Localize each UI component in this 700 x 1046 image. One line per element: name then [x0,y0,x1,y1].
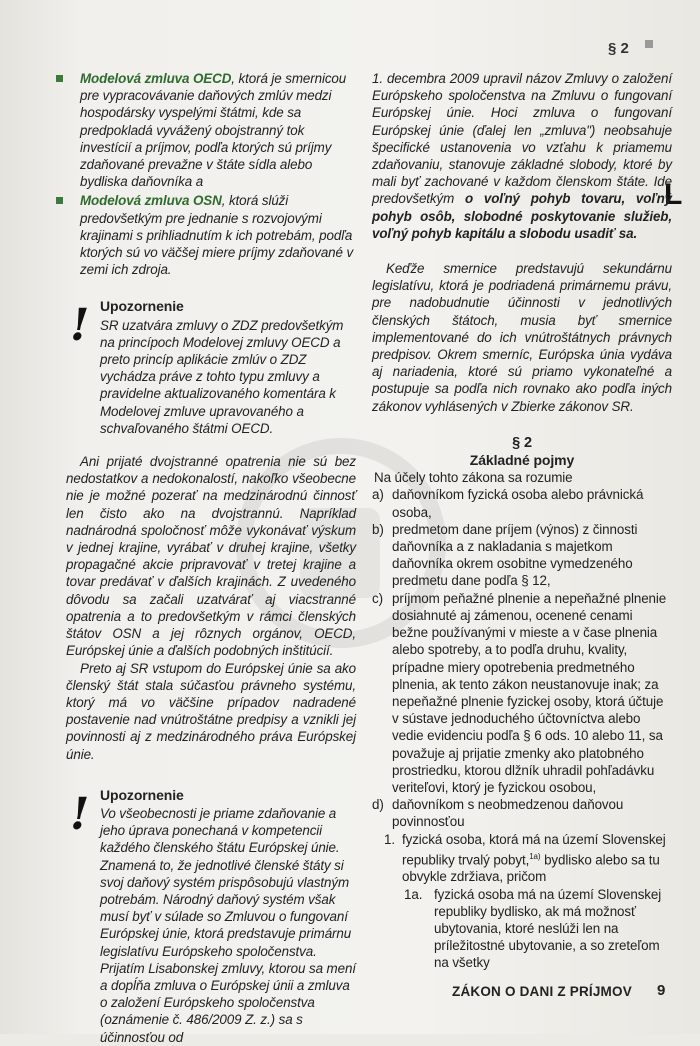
list-text: bydlisko alebo sa tu obvykle zdržiava, pričom [402,852,660,885]
note-text: SR uzatvára zmluvy o ZDZ predovšetkým na princípoch Modelovej zmluvy OECD a preto princíp aplikácie zmlúv o ZDZ vychádza práve z tohto typu zmluvy a pravidelne aktualizovaného komentára k Modelovej zmluve upravovaného a schvaľovaného štátmi OECD. [100,317,344,436]
footnote-ref: 1a) [529,851,541,861]
section-title: Základné pojmy [469,452,575,469]
warning-note-2 [66,787,356,1046]
paragraph [372,70,672,242]
section-number: § 2 [512,434,532,451]
bullet-term: Modelová zmluva OSN [80,193,222,209]
header-marker [645,40,653,48]
list-text: fyzická osoba má na území Slovenskej republiky bydlisko, ak má možnosť ubytovania, ktoré neslúži len na príležitostné ubytovanie, a so zreteľom na všetky [434,886,662,971]
list-text: daňovníkom s neobmedzenou daňovou povinnosťou [392,797,624,830]
list-text: fyzická osoba, ktorá má na území Slovenskej republiky trvalý pobyt, [402,831,666,868]
exclamation-icon: ! [70,300,90,352]
list-marker: 1a. [404,886,423,902]
paragraph-bold-text: o voľný pohyb tovaru, voľný pohyb osôb, slobodné poskytovanie služieb, voľný pohyb kapitálu a slobodu usadiť sa. [372,191,672,241]
note-title: Upozornenie [100,786,184,803]
list-text: daňovníkom fyzická osoba alebo právnická osoba, [392,487,644,520]
sub-sub-list-item [372,886,672,972]
section-intro: Na účely tohto zákona sa rozumie [374,470,573,486]
list-item [372,521,672,590]
list-marker: b) [372,521,384,537]
list-item [372,590,672,796]
exclamation-icon: ! [70,788,90,840]
bullet-text: , ktorá slúži predovšetkým pre jednanie s rozvojovými krajinami s prihliadnutím k ich potrebám, podľa ktorých sú vo väčšej miere príjmy zdaňované v zemi ich zdroja. [80,193,354,278]
list-marker: a) [372,487,384,503]
paragraph-text: 1. decembra 2009 upravil názov Zmluvy o založení Európskeho spoločenstva na Zmluvu o fungovaní Európskej únie. Hoci zmluva o fungovaní Európskej únie (ďalej len „zmluva") neobsahuje špecifické ustanovenia vo vzťahu k priamemu zdaňovaniu, stanovuje základné slobody, ktoré by mali byť zachované v každom členskom štáte. Ide predovšetkým [372,71,672,207]
list-text: predmetom dane príjem (výnos) z činnosti daňovníka a z nakladania s majetkom daňovníka okrem osobitne vymedzeného predmetu dane podľa § 12, [392,521,638,589]
left-column [66,70,356,1046]
paragraph: Keďže smernice predstavujú sekundárnu legislatívu, ktorá je podriadená primárnemu právu, pre nadobudnutie účinnosti v jednotlivých členských štátoch, musia byť smernice implementované do ich vnútroštátnych právnych predpisov. Okrem smerníc, Európska únia vydáva aj nariadenia, ktoré sú priamo vykonateľné a postupuje sa podľa nich rovnako ako podľa iných zákonov vyhlásených v Zbierke zákonov SR. [372,261,672,414]
paragraph: Ani prijaté dvojstranné opatrenia nie sú bez nedostatkov a nedokonalostí, nakoľko všeobecne nie je možné pozerať na medzinárodnú činnosť len čisto ako na dvojstrannú. Napríklad nadnárodná spoločnosť môže vykonávať výskum v jednej krajine, vyrábať v druhej krajine, všetky propagačné akcie pripravovať v tretej krajine a tovar predávať v ďalších krajinách. Z uvedeného dôvodu sa začali uzatvárať aj viacstranné opatrenia a to predovšetkým v rámci členských štátov OSN a jej rôznych orgánov, OECD, Európskej únie a ďalších podobných inštitúcií. [66,454,356,659]
bullet-osn [66,192,356,278]
bullet-text: , ktorá je smernicou pre vypracovávanie daňových zmlúv medzi hospodársky vyspelými štátmi, kde sa predpokladá vyvážený obojstranný tok investícií a príjmov, podľa ktorých sú príjmy zdaňované prevažne v štáte sídla alebo bydliska daňovníka a [80,71,347,190]
paragraph: Preto aj SR vstupom do Európskej únie sa ako členský štát stala súčasťou právneho systému, ktorý má vo väčšine prípadov nadradené postavenie nad vnútroštátne predpisy a vznikli jej povinnosti aj z medzinárodného práva Európskej únie. [66,660,356,762]
book-title-footer: ZÁKON O DANI Z PRÍJMOV [452,984,632,999]
list-marker: c) [372,590,383,606]
list-marker: d) [372,797,384,813]
running-section-header: § 2 [608,40,629,57]
warning-note-1 [66,298,356,437]
list-text: príjmom peňažné plnenie a nepeňažné plnenie dosiahnuté aj zámenou, ocenené cenami bežne používanými v mieste a v čase plnenia alebo spotreby, a to podľa druhu, kvality, prípadne miery opotrebenia predmetného plnenia, ak tento zákon neustanovuje inak; za nepeňažné plnenie fyzickej osoby, ktorá účtuje v sústave jednoduchého účtovníctva alebo vedie evidenciu podľa § 6 ods. 10 alebo 11, sa považuje aj prijatie zmenky ako platobného prostriedku, ktorou dlžník uhradil pohľadávku veriteľovi, ktorý je fyzickou osobou, [392,590,667,795]
note-text: Vo všeobecnosti je priame zdaňovanie a jeho úprava ponechaná v kompetencii každého členského štátu Európskej únie. Znamená to, že jednotlivé členské štáty si svoj daňový systém prispôsobujú vlastným potrebám. Národný daňový systém však musí byť v súlade so Zmluvou o fungovaní Európskej únie, ktorá predstavuje primárnu legislatívu Európskeho spoločenstva. Prijatím Lisabonskej zmluvy, ktorou sa mení a dopĺňa zmluva o Európskej únii a zmluva o založení Európskeho spoločenstva (oznámenie č. 486/2009 Z. z.) sa s účinnosťou od [100,805,356,1045]
list-item [372,486,672,520]
list-marker: 1. [384,831,395,847]
page-number: 9 [657,982,666,999]
sub-list-item [372,831,672,886]
right-column [372,70,672,972]
bullet-term: Modelová zmluva OECD [80,71,232,86]
bullet-oecd [66,70,356,190]
thumb-tab-letter: L [664,178,683,211]
list-item [372,796,672,830]
note-title: Upozornenie [100,298,184,315]
